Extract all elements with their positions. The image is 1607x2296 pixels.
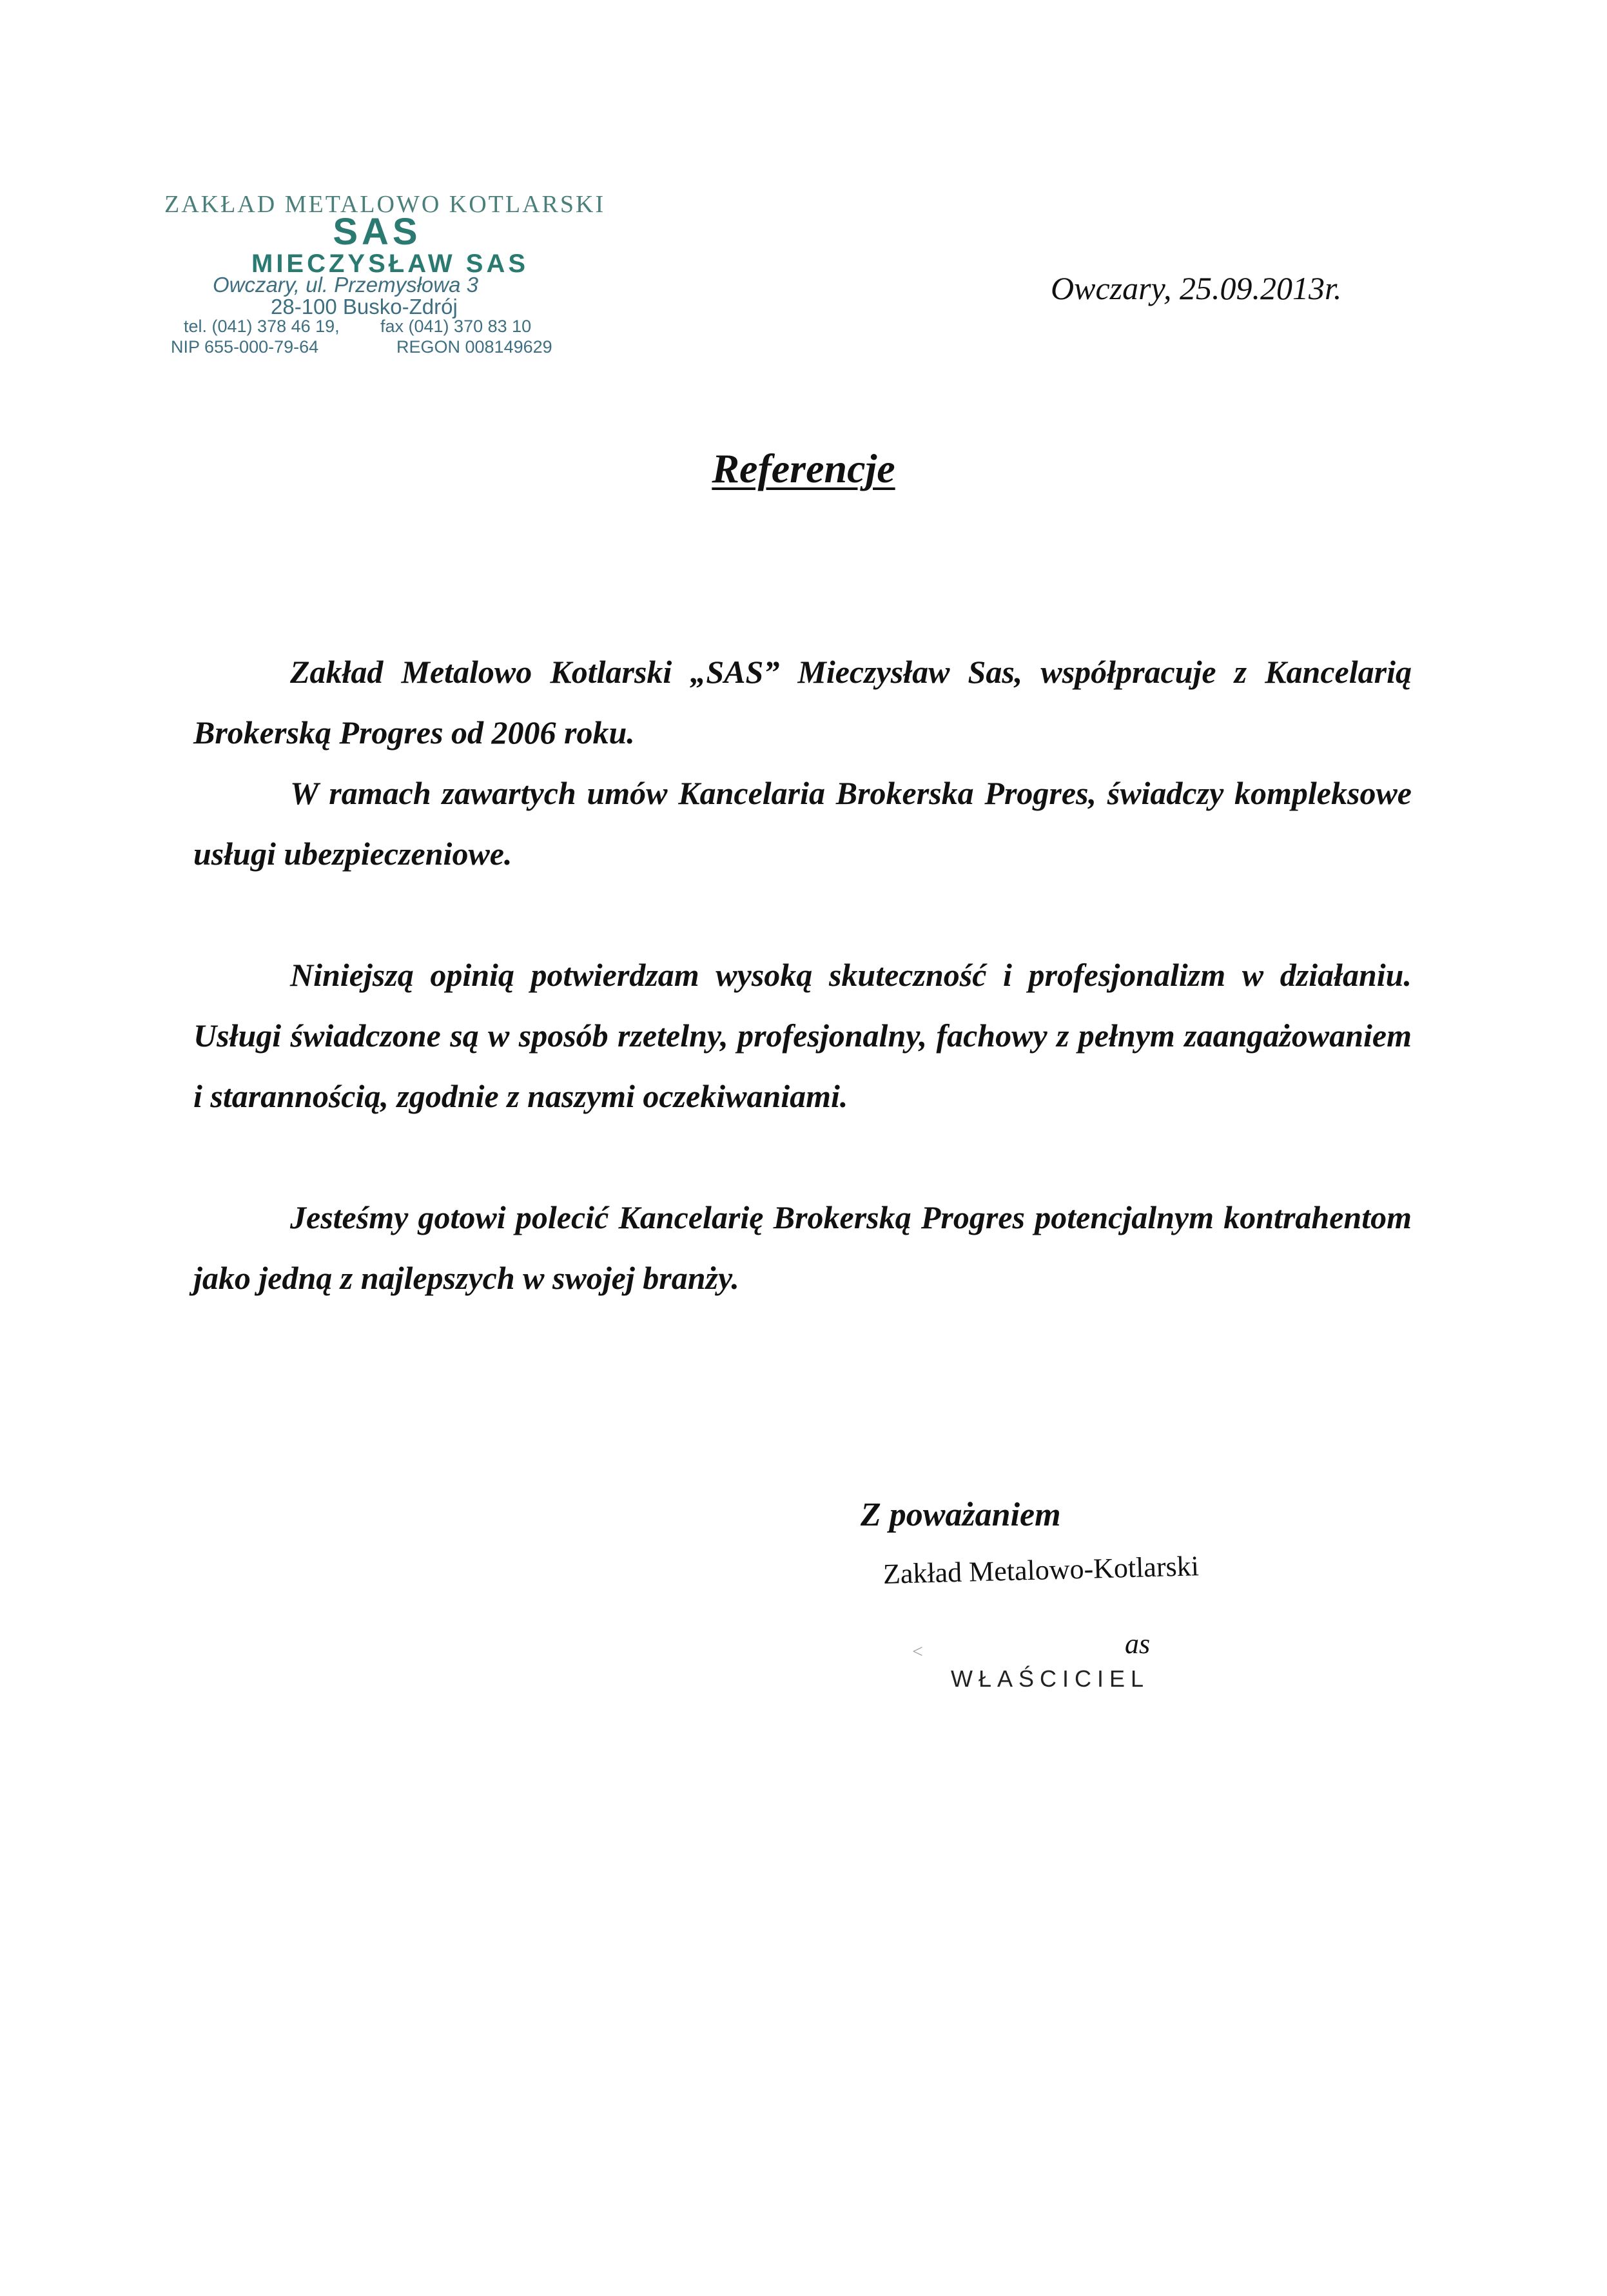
signature-role: WŁAŚCICIEL — [951, 1665, 1150, 1692]
signature-name: as — [1125, 1628, 1151, 1660]
paragraph-opinion: Niniejszą opinią potwierdzam wysoką skuteczność i profesjonalizm w działaniu. Usługi świadczone są w sposób rzetelny, profesjonalny, fachowy z pełnym zaangażowaniem i starannością, zgodnie z naszymi oczekiwaniami. — [193, 957, 1412, 1114]
stamp-company-name: ZAKŁAD METALOWO KOTLARSKI — [164, 191, 606, 218]
paragraph-cooperation: Zakład Metalowo Kotlarski „SAS” Mieczysław Sas, współpracuje z Kancelarią Brokerską Progres od 2006 roku. — [193, 654, 1412, 751]
company-stamp — [164, 190, 606, 364]
stamp-nip: NIP 655-000-79-64 — [171, 337, 319, 357]
paragraph-recommendation: Jesteśmy gotowi polecić Kancelarię Brokerską Progres potencjalnym kontrahentom jako jedną z najlepszych w swojej branży. — [193, 1199, 1412, 1296]
signature-mark: < — [912, 1641, 923, 1662]
letter-body — [193, 642, 1412, 1308]
document-title: Referencje — [712, 446, 895, 491]
stamp-regon: REGON 008149629 — [396, 337, 552, 357]
sas-logo — [326, 212, 429, 250]
stamp-fax: fax (041) 370 83 10 — [380, 317, 532, 336]
closing-greeting: Z poważaniem — [861, 1496, 1061, 1533]
stamp-city: 28-100 Busko-Zdrój — [271, 295, 458, 319]
paragraph-services: W ramach zawartych umów Kancelaria Brokerska Progres, świadczy kompleksowe usługi ubezpieczeniowe. — [193, 775, 1412, 872]
stamp-phone: tel. (041) 378 46 19, — [184, 317, 340, 336]
signature-company: Zakład Metalowo-Kotlarski — [882, 1550, 1200, 1590]
letter-date: Owczary, 25.09.2013r. — [1051, 270, 1342, 306]
sas-logo-text: SAS — [333, 212, 422, 250]
stamp-owner-name: MIECZYSŁAW SAS — [251, 250, 529, 278]
stamp-address: Owczary, ul. Przemysłowa 3 — [213, 273, 478, 297]
